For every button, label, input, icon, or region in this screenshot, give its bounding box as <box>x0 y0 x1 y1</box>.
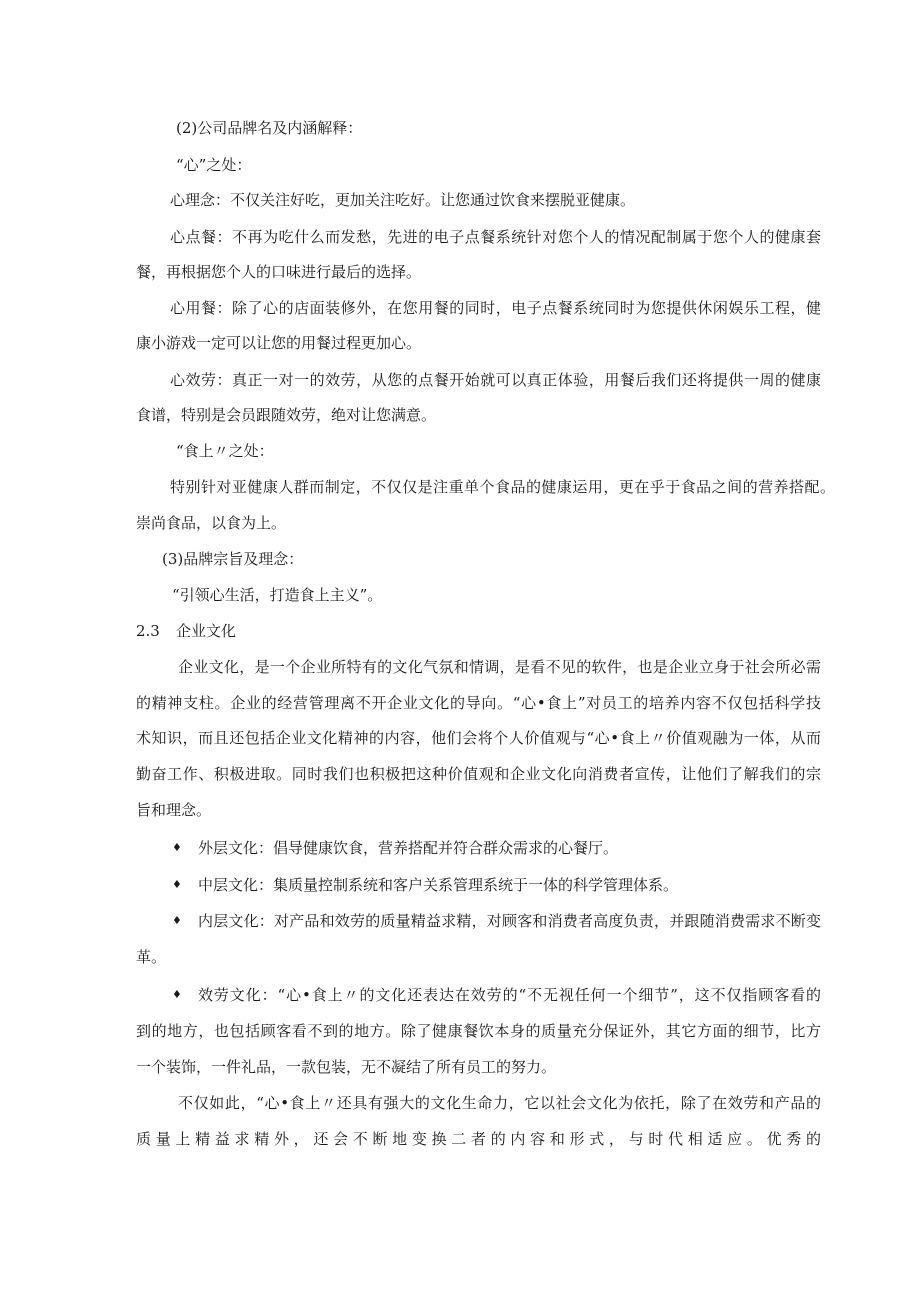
intro-line: 勤奋工作、积极进取。同时我们也积极把这种价值观和企业文化向消费者宣传，让他们了解我们的宗 <box>136 765 821 783</box>
tenet-heading: (3)品牌宗旨及理念： <box>162 550 304 568</box>
bullet-line: 中层文化：集质量控制系统和客户关系管理系统于一体的科学管理体系。 <box>198 876 679 894</box>
diamond-bullet-icon: ♦ <box>172 841 182 854</box>
intro-line: 术知识，而且还包括企业文化精神的内容，他们会将个人价值观与“心•食上〃价值观融为一体，从而 <box>136 729 821 747</box>
bullet-line: 内层文化：对产品和效劳的质量精益求精，对顾客和消费者高度负责，并跟随消费需求不断变 <box>198 912 821 930</box>
tenet-slogan: “引领心生活，打造食上主义”。 <box>172 586 383 604</box>
diamond-bullet-icon: ♦ <box>172 914 182 927</box>
shi-title: “食上〃之处： <box>176 442 274 460</box>
shi-line: 崇尚食品，以食为上。 <box>136 514 287 532</box>
brand-heading: (2)公司品牌名及内涵解释： <box>176 119 363 137</box>
xin-line: 餐，再根据您个人的口味进行最后的选择。 <box>136 263 422 281</box>
xin-title: “心”之处： <box>176 156 252 174</box>
intro-line: 旨和理念。 <box>136 801 212 819</box>
culture-heading <box>136 621 236 641</box>
bullet-line: 革。 <box>136 948 167 966</box>
bullet-line: 到的地方，也包括顾客看不到的地方。除了健康餐饮本身的质量充分保证外，其它方面的细节，比方 <box>136 1022 821 1040</box>
diamond-bullet-icon: ♦ <box>172 988 182 1001</box>
shi-line: 特别针对亚健康人群而制定，不仅仅是注重单个食品的健康运用，更在乎于食品之间的营养搭配。 <box>170 478 835 496</box>
section-number: 2.3 <box>136 622 160 640</box>
closing-line: 不仅如此，“心•食上〃还具有强大的文化生命力，它以社会文化为依托，除了在效劳和产品的 <box>178 1094 821 1112</box>
intro-line: 的精神支柱。企业的经营管理离不开企业文化的导向。“心•食上”对员工的培养内容不仅包括科学技 <box>136 694 821 712</box>
diamond-bullet-icon: ♦ <box>172 878 182 891</box>
section-title: 企业文化 <box>176 622 237 640</box>
xin-line: 心理念：不仅关注好吃，更加关注吃好。让您通过饮食来摆脱亚健康。 <box>170 191 636 209</box>
xin-line: 康小游戏一定可以让您的用餐过程更加心。 <box>136 334 422 352</box>
xin-line: 心用餐：除了心的店面装修外，在您用餐的同时，电子点餐系统同时为您提供休闲娱乐工程，健 <box>170 299 821 317</box>
xin-line: 心点餐：不再为吃什么而发愁，先进的电子点餐系统针对您个人的情况配制属于您个人的健康套 <box>170 228 821 246</box>
xin-line: 食谱，特别是会员跟随效劳，绝对让您满意。 <box>136 406 437 424</box>
intro-line: 企业文化，是一个企业所特有的文化气氛和情调，是看不见的软件，也是企业立身于社会所必需 <box>178 658 821 676</box>
bullet-line: 效劳文化：“心•食上〃的文化还表达在效劳的“不无视任何一个细节”，这不仅指顾客看的 <box>198 986 821 1004</box>
bullet-line: 外层文化：倡导健康饮食，营养搭配并符合群众需求的心餐厅。 <box>198 839 619 857</box>
bullet-line: 一个装饰，一件礼品，一款包装，无不凝结了所有员工的努力。 <box>136 1058 557 1076</box>
closing-line: 质量上精益求精外，还会不断地变换二者的内容和形式，与时代相适应。优秀的 <box>136 1130 821 1148</box>
xin-line: 心效劳：真正一对一的效劳，从您的点餐开始就可以真正体验，用餐后我们还将提供一周的健康 <box>170 371 821 389</box>
